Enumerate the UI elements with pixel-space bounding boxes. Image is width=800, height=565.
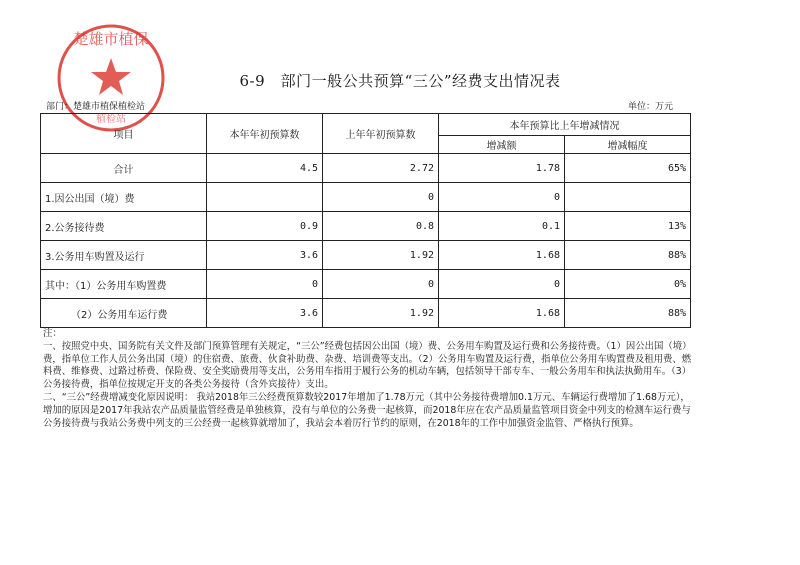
table-row	[41, 241, 691, 270]
page-title: 6-9 部门一般公共预算“三公”经费支出情况表	[239, 72, 561, 90]
notes-paragraph-explanation: 二、“三公”经费增减变化原因说明： 我站2018年三公经费预算数较2017年增加了1.78万元（其中公务接待费增加0.1万元、车辆运行费增加了1.68万元），增加的原因是2017年我站农产品质量监管经费是单独核算，没有与单位的公务费一起核算，而2018年应在农产品质量监管项目资金中列支的检测车运行费与公务接待费与我站公务费中列支的三公经费一起核算就增加了，我站会本着厉行节约的原则，在2018年的工作中加强资金监管、严格执行预算。	[43, 391, 691, 429]
header-previous-budget: 上年年初预算数	[323, 114, 439, 154]
header-current-budget: 本年年初预算数	[207, 114, 323, 154]
unit-label: 单位：万元	[628, 102, 674, 112]
cell-current: 3.6	[207, 299, 323, 328]
cell-rate: 13%	[565, 212, 691, 241]
cell-increase: 0	[439, 270, 565, 299]
row-label: 2.公务接待费	[41, 212, 207, 241]
cell-increase: 1.68	[439, 241, 565, 270]
cell-rate	[565, 183, 691, 212]
row-label: （2）公务用车运行费	[41, 299, 207, 328]
cell-rate: 65%	[565, 154, 691, 183]
table-row	[41, 212, 691, 241]
row-label: 3.公务用车购置及运行	[41, 241, 207, 270]
table-row	[41, 299, 691, 328]
cell-increase: 1.68	[439, 299, 565, 328]
cell-rate: 88%	[565, 241, 691, 270]
department-label: 部门：楚雄市植保植检站	[46, 102, 146, 112]
row-label: 1.因公出国（境）费	[41, 183, 207, 212]
row-label: 合计	[41, 154, 207, 183]
cell-rate: 88%	[565, 299, 691, 328]
cell-previous: 1.92	[323, 299, 439, 328]
table-row	[41, 154, 691, 183]
notes-paragraph-definitions: 一、按照党中央、国务院有关文件及部门预算管理有关规定，“三公”经费包括因公出国（境）费、公务用车购置及运行费和公务接待费。（1）因公出国（境）费，指单位工作人员公务出国（境）的住宿费、旅费、伙食补助费、杂费、培训费等支出。（2）公务用车购置及运行费，指单位公务用车购置费及租用费、燃料费、维修费、过路过桥费、保险费、安全奖励费用等支出，公务用车指用于履行公务的机动车辆，包括领导干部专车、一般公务用车和执法执勤用车。（3）公务接待费，指单位按规定开支的各类公务接待（含外宾接待）支出。	[43, 340, 692, 391]
header-comparison: 本年预算比上年增减情况	[439, 114, 691, 136]
cell-previous: 1.92	[323, 241, 439, 270]
cell-previous: 0	[323, 183, 439, 212]
svg-text:楚雄市植保: 楚雄市植保	[73, 30, 149, 48]
header-item: 项目	[41, 114, 207, 154]
table-header-row	[41, 114, 691, 136]
cell-current: 0	[207, 270, 323, 299]
notes-section	[43, 328, 693, 430]
cell-current: 0.9	[207, 212, 323, 241]
cell-increase: 0.1	[439, 212, 565, 241]
table-row	[41, 183, 691, 212]
cell-current: 4.5	[207, 154, 323, 183]
cell-current	[207, 183, 323, 212]
cell-increase: 1.78	[439, 154, 565, 183]
table-row	[41, 270, 691, 299]
three-public-expenses-table	[40, 113, 691, 328]
row-label: 其中：（1）公务用车购置费	[41, 270, 207, 299]
cell-increase: 0	[439, 183, 565, 212]
header-rate: 增减幅度	[565, 136, 691, 154]
notes-heading: 注：	[43, 328, 62, 339]
cell-current: 3.6	[207, 241, 323, 270]
header-increase: 增减额	[439, 136, 565, 154]
cell-previous: 0.8	[323, 212, 439, 241]
cell-rate: 0%	[565, 270, 691, 299]
cell-previous: 2.72	[323, 154, 439, 183]
cell-previous: 0	[323, 270, 439, 299]
svg-text:植检站: 植检站	[96, 114, 126, 125]
